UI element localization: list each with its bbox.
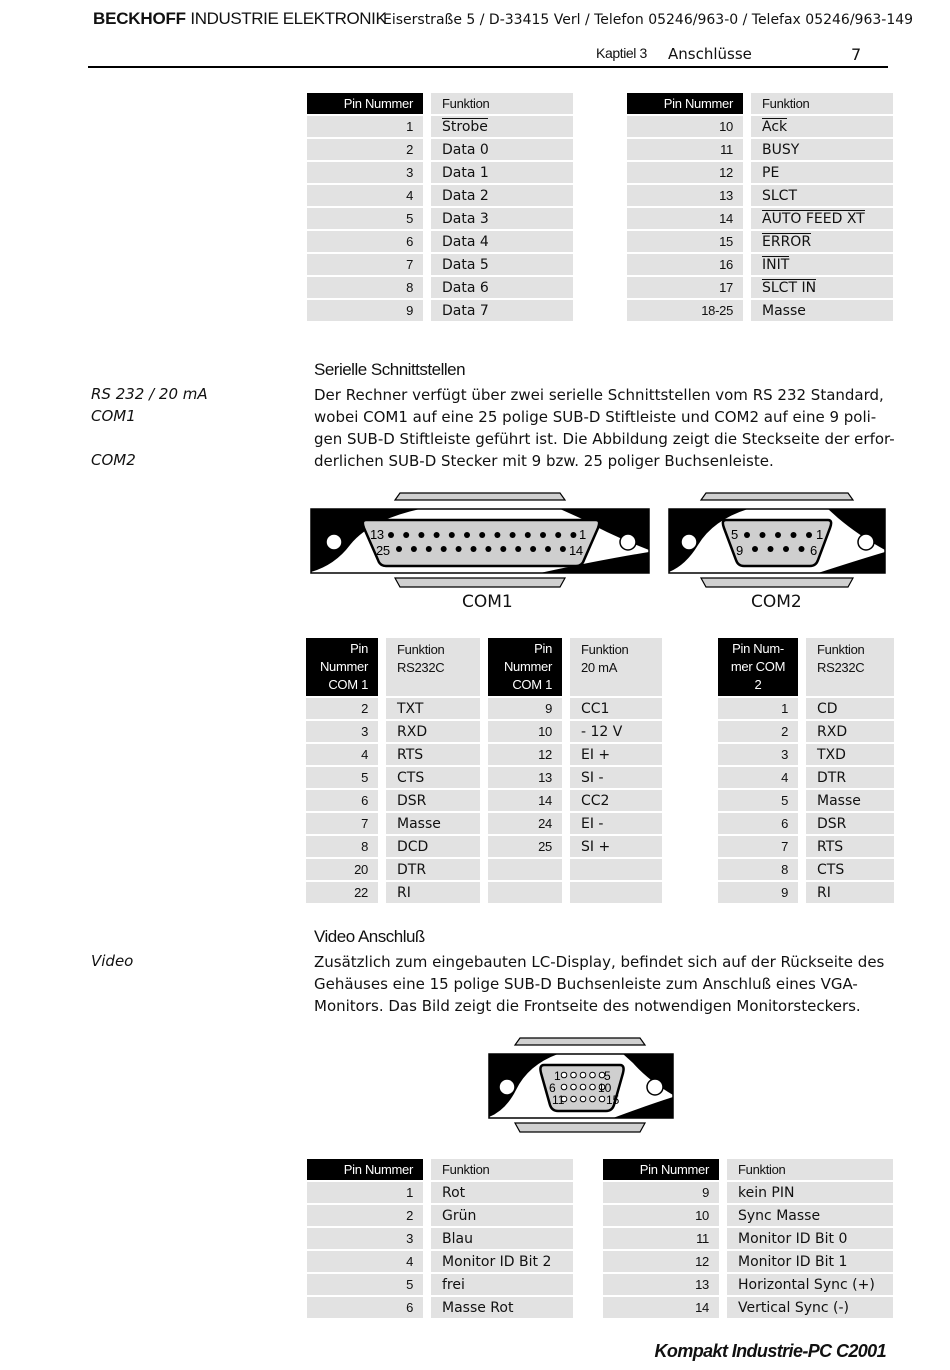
table-row: [603, 1251, 893, 1272]
com2-pin-table: [718, 636, 894, 905]
function-cell: frei: [431, 1274, 573, 1295]
pin-number-cell: 2: [718, 721, 798, 742]
function-cell: Data 3: [431, 208, 573, 229]
function-cell: SLCT: [751, 185, 893, 206]
pin-number-20ma-cell: 9: [488, 698, 562, 719]
pin-number-20ma-cell: 10: [488, 721, 562, 742]
page-number: 7: [851, 45, 862, 64]
table-row: [718, 744, 894, 765]
function-20ma-cell: CC2: [570, 790, 662, 811]
function-cell: Rot: [431, 1182, 573, 1203]
table-row: [307, 208, 573, 229]
pin-dot: [449, 532, 455, 538]
video-paragraph: [314, 951, 889, 1017]
table-row: [307, 1297, 573, 1318]
pin-dot: [775, 532, 781, 538]
pin-number-cell: 12: [627, 162, 743, 183]
pin-number-cell: 4: [307, 1251, 423, 1272]
table-row: [307, 277, 573, 298]
pin-label-11: 11: [552, 1093, 565, 1107]
pin-hole: [571, 1096, 577, 1102]
pin-dot: [479, 532, 485, 538]
pin-dot: [411, 546, 417, 552]
function-cell: Data 1: [431, 162, 573, 183]
pin-number-20ma-cell: [488, 882, 562, 903]
function-cell: [751, 254, 893, 275]
paragraph-line: wobei COM1 auf eine 25 polige SUB-D Stiftleiste und COM2 auf eine 9 poli-: [314, 408, 877, 426]
function-cell: Data 5: [431, 254, 573, 275]
pin-number-cell: 2: [306, 698, 378, 719]
pin-dot: [799, 546, 805, 552]
pin-number-cell: 1: [307, 1182, 423, 1203]
paragraph-line: gen SUB-D Stiftleiste geführt ist. Die Abbildung zeigt die Steckseite der erfor-: [314, 430, 895, 448]
pin-hole: [590, 1084, 596, 1090]
function-rs232c-cell: TXT: [386, 698, 480, 719]
pin-number-cell: 14: [627, 208, 743, 229]
table-row: [627, 185, 893, 206]
pin-dot: [510, 532, 516, 538]
pin-number-cell: 1: [718, 698, 798, 719]
active-low-signal-name: SLCT IN: [762, 279, 817, 296]
pin-number-cell: 8: [306, 836, 378, 857]
pin-number-cell: 12: [603, 1251, 719, 1272]
function-rs232c-cell: RXD: [386, 721, 480, 742]
pin-number-cell: 20: [306, 859, 378, 880]
column-header-pin: Pin Nummer: [307, 1159, 423, 1180]
table-row: [718, 721, 894, 742]
pin-number-cell: 5: [307, 208, 423, 229]
pin-dot: [555, 532, 561, 538]
pin-number-cell: 3: [307, 1228, 423, 1249]
table-row: [306, 721, 662, 742]
pin-number-cell: 5: [306, 767, 378, 788]
pin-dot: [768, 546, 774, 552]
function-cell: Sync Masse: [727, 1205, 893, 1226]
pin-number-cell: 10: [603, 1205, 719, 1226]
pin-hole: [561, 1084, 567, 1090]
table-row: [307, 185, 573, 206]
function-20ma-cell: - 12 V: [570, 721, 662, 742]
pin-number-20ma-cell: 24: [488, 813, 562, 834]
pin-number-cell: 7: [718, 836, 798, 857]
function-cell: [751, 116, 893, 137]
function-cell: [751, 231, 893, 252]
pin-number-cell: 16: [627, 254, 743, 275]
column-header-function: Funktion: [751, 93, 893, 114]
function-cell: Data 7: [431, 300, 573, 321]
table-row: [718, 836, 894, 857]
margin-note-com1: COM1: [91, 407, 136, 425]
column-header-function: Funktion: [727, 1159, 893, 1180]
video-table-right: [603, 1157, 893, 1320]
pin-hole: [580, 1072, 586, 1078]
pin-dot: [464, 532, 470, 538]
table-row: [306, 790, 662, 811]
function-rs232c-cell: DSR: [386, 790, 480, 811]
table-row: [627, 139, 893, 160]
function-cell: Monitor ID Bit 1: [727, 1251, 893, 1272]
pin-number-cell: 1: [307, 116, 423, 137]
pin-hole: [571, 1072, 577, 1078]
pin-label-10: 10: [598, 1081, 612, 1095]
margin-note-rs232: RS 232 / 20 mA: [91, 385, 208, 403]
pin-hole: [580, 1084, 586, 1090]
function-rs232c-cell: CTS: [386, 767, 480, 788]
paragraph-line: Zusätzlich zum eingebauten LC-Display, befindet sich auf der Rückseite des: [314, 953, 885, 971]
function-cell: CTS: [806, 859, 894, 880]
pin-number-cell: 8: [307, 277, 423, 298]
pin-number-cell: 4: [307, 185, 423, 206]
pin-number-cell: 15: [627, 231, 743, 252]
function-cell: [751, 277, 893, 298]
function-cell: Grün: [431, 1205, 573, 1226]
brand-logo: [93, 9, 386, 29]
table-row: [307, 1228, 573, 1249]
column-header-pin-com1: Pin Nummer COM 1: [306, 638, 378, 696]
pin-label-1: 1: [554, 1069, 561, 1083]
pin-number-cell: 7: [306, 813, 378, 834]
function-20ma-cell: SI -: [570, 767, 662, 788]
pin-dot: [434, 532, 440, 538]
pin-number-cell: 9: [307, 300, 423, 321]
table-row: [307, 1205, 573, 1226]
pin-number-cell: 6: [306, 790, 378, 811]
pin-dot: [752, 546, 758, 552]
table-row: [306, 859, 662, 880]
pin-number-cell: 9: [718, 882, 798, 903]
table-row: [627, 116, 893, 137]
pin-number-cell: 3: [306, 721, 378, 742]
column-header-function-rs232c: Funktion RS232C: [386, 638, 480, 696]
pin-label-1: 1: [579, 527, 586, 542]
vga-connector-figure: [488, 1035, 676, 1135]
pin-number-cell: 2: [307, 139, 423, 160]
table-row: [307, 1274, 573, 1295]
table-row: [306, 698, 662, 719]
function-cell: Blau: [431, 1228, 573, 1249]
pin-number-cell: 7: [307, 254, 423, 275]
pin-hole: [599, 1096, 605, 1102]
table-row: [306, 813, 662, 834]
function-cell: Monitor ID Bit 0: [727, 1228, 893, 1249]
column-header-pin: Pin Nummer: [627, 93, 743, 114]
pin-dot: [791, 532, 797, 538]
pin-dot: [545, 546, 551, 552]
function-rs232c-cell: RTS: [386, 744, 480, 765]
function-cell: DTR: [806, 767, 894, 788]
function-cell: [431, 116, 573, 137]
active-low-signal-name: AUTO FEED XT: [762, 210, 865, 227]
pin-number-cell: 11: [603, 1228, 719, 1249]
pin-label-5: 5: [604, 1069, 611, 1083]
pin-number-cell: 5: [307, 1274, 423, 1295]
pin-number-cell: 10: [627, 116, 743, 137]
header-rule: [88, 66, 888, 68]
table-row: [307, 1182, 573, 1203]
pin-hole: [561, 1072, 567, 1078]
table-row: [306, 767, 662, 788]
table-row: [718, 859, 894, 880]
function-cell: RXD: [806, 721, 894, 742]
pin-number-cell: 14: [603, 1297, 719, 1318]
pin-label-5: 5: [731, 527, 739, 542]
function-20ma-cell: [570, 882, 662, 903]
function-cell: DSR: [806, 813, 894, 834]
active-low-signal-name: INIT: [762, 256, 790, 273]
table-row: [603, 1274, 893, 1295]
pin-label-13: 13: [370, 527, 384, 542]
function-rs232c-cell: DCD: [386, 836, 480, 857]
pin-number-cell: 3: [718, 744, 798, 765]
pin-dot: [485, 546, 491, 552]
function-cell: Masse: [751, 300, 893, 321]
pin-dot: [494, 532, 500, 538]
pin-number-cell: 11: [627, 139, 743, 160]
table-row: [307, 300, 573, 321]
parallel-table-left: [307, 91, 573, 323]
pin-hole: [580, 1096, 586, 1102]
function-cell: Masse: [806, 790, 894, 811]
column-header-pin: Pin Nummer: [307, 93, 423, 114]
column-header-pin: Pin Nummer: [603, 1159, 719, 1180]
margin-note-com2: COM2: [91, 451, 136, 469]
brand-subtitle: INDUSTRIE ELEKTRONIK: [190, 9, 387, 28]
com2-label: COM2: [751, 592, 802, 612]
pin-dot: [441, 546, 447, 552]
com1-label: COM1: [462, 592, 513, 612]
pin-dot: [560, 546, 566, 552]
paragraph-line: Monitors. Das Bild zeigt die Frontseite des notwendigen Monitorsteckers.: [314, 997, 861, 1015]
function-cell: RI: [806, 882, 894, 903]
company-address: Eiserstraße 5 / D-33415 Verl / Telefon 05246/963-0 / Telefax 05246/963-149: [383, 12, 914, 28]
table-row: [306, 744, 662, 765]
function-20ma-cell: EI -: [570, 813, 662, 834]
pin-dot: [530, 546, 536, 552]
function-cell: Vertical Sync (-): [727, 1297, 893, 1318]
active-low-signal-name: ERROR: [762, 233, 812, 250]
table-row: [718, 813, 894, 834]
pin-dot: [570, 532, 576, 538]
column-header-function-com2: Funktion RS232C: [806, 638, 894, 696]
function-cell: [751, 208, 893, 229]
table-row: [603, 1182, 893, 1203]
table-row: [627, 254, 893, 275]
pin-number-20ma-cell: 14: [488, 790, 562, 811]
function-cell: Monitor ID Bit 2: [431, 1251, 573, 1272]
function-20ma-cell: [570, 859, 662, 880]
pin-number-20ma-cell: 13: [488, 767, 562, 788]
margin-note-video: Video: [91, 952, 134, 970]
table-row: [627, 300, 893, 321]
table-row: [307, 254, 573, 275]
function-20ma-cell: EI +: [570, 744, 662, 765]
function-cell: TXD: [806, 744, 894, 765]
active-low-signal-name: Ack: [762, 118, 788, 135]
pin-label-6: 6: [549, 1081, 556, 1095]
pin-number-cell: 4: [718, 767, 798, 788]
table-row: [627, 277, 893, 298]
table-row: [307, 1251, 573, 1272]
footer-product-name: Kompakt Industrie-PC C2001: [654, 1341, 886, 1361]
pin-number-cell: 17: [627, 277, 743, 298]
pin-number-cell: 6: [307, 1297, 423, 1318]
function-cell: CD: [806, 698, 894, 719]
pin-label-15: 15: [606, 1093, 620, 1107]
pin-number-cell: 2: [307, 1205, 423, 1226]
pin-number-cell: 18-25: [627, 300, 743, 321]
column-header-pin-com2: Pin Num- mer COM 2: [718, 638, 798, 696]
pin-number-20ma-cell: 25: [488, 836, 562, 857]
column-header-pin-20ma: Pin Nummer COM 1: [488, 638, 562, 696]
pin-number-cell: 6: [718, 813, 798, 834]
function-cell: PE: [751, 162, 893, 183]
paragraph-line: derlichen SUB-D Stecker mit 9 bzw. 25 poliger Buchsenleiste.: [314, 452, 774, 470]
function-cell: Data 0: [431, 139, 573, 160]
active-low-signal-name: Strobe: [442, 118, 488, 135]
table-row: [307, 139, 573, 160]
table-row: [603, 1205, 893, 1226]
function-cell: BUSY: [751, 139, 893, 160]
table-row: [307, 162, 573, 183]
pin-dot: [806, 532, 812, 538]
function-rs232c-cell: Masse: [386, 813, 480, 834]
section-title-serial: Serielle Schnittstellen: [314, 360, 466, 379]
table-row: [307, 231, 573, 252]
pin-dot: [388, 532, 394, 538]
pin-number-cell: 13: [627, 185, 743, 206]
table-row: [306, 836, 662, 857]
paragraph-line: Gehäuses eine 15 polige SUB-D Buchsenleiste zum Anschluß eines VGA-: [314, 975, 858, 993]
pin-dot: [540, 532, 546, 538]
function-cell: RTS: [806, 836, 894, 857]
pin-label-9: 9: [736, 543, 744, 558]
function-cell: Masse Rot: [431, 1297, 573, 1318]
pin-dot: [744, 532, 750, 538]
section-title-video: Video Anschluß: [314, 927, 425, 946]
table-row: [627, 231, 893, 252]
pin-number-cell: 22: [306, 882, 378, 903]
function-rs232c-cell: RI: [386, 882, 480, 903]
paragraph-line: Der Rechner verfügt über zwei serielle Schnittstellen vom RS 232 Standard,: [314, 386, 884, 404]
column-header-function: Funktion: [431, 93, 573, 114]
pin-number-cell: 9: [603, 1182, 719, 1203]
pin-dot: [403, 532, 409, 538]
pin-number-cell: 6: [307, 231, 423, 252]
function-cell: kein PIN: [727, 1182, 893, 1203]
pin-number-20ma-cell: [488, 859, 562, 880]
com1-pin-table: [306, 636, 662, 905]
pin-hole: [590, 1096, 596, 1102]
function-cell: Data 4: [431, 231, 573, 252]
pin-number-cell: 13: [603, 1274, 719, 1295]
function-20ma-cell: CC1: [570, 698, 662, 719]
table-row: [306, 882, 662, 903]
column-header-function: Funktion: [431, 1159, 573, 1180]
pin-label-1: 1: [816, 527, 824, 542]
pin-hole: [590, 1072, 596, 1078]
table-row: [718, 698, 894, 719]
pin-dot: [525, 532, 531, 538]
pin-label-14: 14: [569, 543, 583, 558]
table-row: [603, 1297, 893, 1318]
table-row: [627, 162, 893, 183]
pin-label-25: 25: [376, 543, 390, 558]
table-row: [603, 1228, 893, 1249]
pin-dot: [471, 546, 477, 552]
table-row: [627, 208, 893, 229]
pin-dot: [456, 546, 462, 552]
pin-dot: [515, 546, 521, 552]
table-row: [718, 790, 894, 811]
pin-number-cell: 4: [306, 744, 378, 765]
video-table-left: [307, 1157, 573, 1320]
chapter-number: Kaptiel 3: [596, 45, 647, 61]
pin-label-6: 6: [810, 543, 818, 558]
pin-dot: [396, 546, 402, 552]
pin-number-cell: 8: [718, 859, 798, 880]
function-cell: Data 2: [431, 185, 573, 206]
table-row: [718, 882, 894, 903]
function-cell: Data 6: [431, 277, 573, 298]
table-row: [307, 116, 573, 137]
serial-paragraph: [314, 384, 895, 472]
function-rs232c-cell: DTR: [386, 859, 480, 880]
pin-dot: [500, 546, 506, 552]
pin-dot: [783, 546, 789, 552]
column-header-function-20ma: Funktion 20 mA: [570, 638, 662, 696]
pin-hole: [571, 1084, 577, 1090]
function-20ma-cell: SI +: [570, 836, 662, 857]
pin-number-20ma-cell: 12: [488, 744, 562, 765]
brand-name: BECKHOFF: [93, 9, 186, 28]
db9-connector-figure: [668, 490, 888, 590]
pin-dot: [418, 532, 424, 538]
chapter-title: Anschlüsse: [668, 45, 752, 63]
db25-connector-figure: [310, 490, 652, 590]
pin-number-cell: 3: [307, 162, 423, 183]
pin-number-cell: 5: [718, 790, 798, 811]
pin-dot: [426, 546, 432, 552]
parallel-table-right: [627, 91, 893, 323]
table-row: [718, 767, 894, 788]
function-cell: Horizontal Sync (+): [727, 1274, 893, 1295]
pin-dot: [760, 532, 766, 538]
